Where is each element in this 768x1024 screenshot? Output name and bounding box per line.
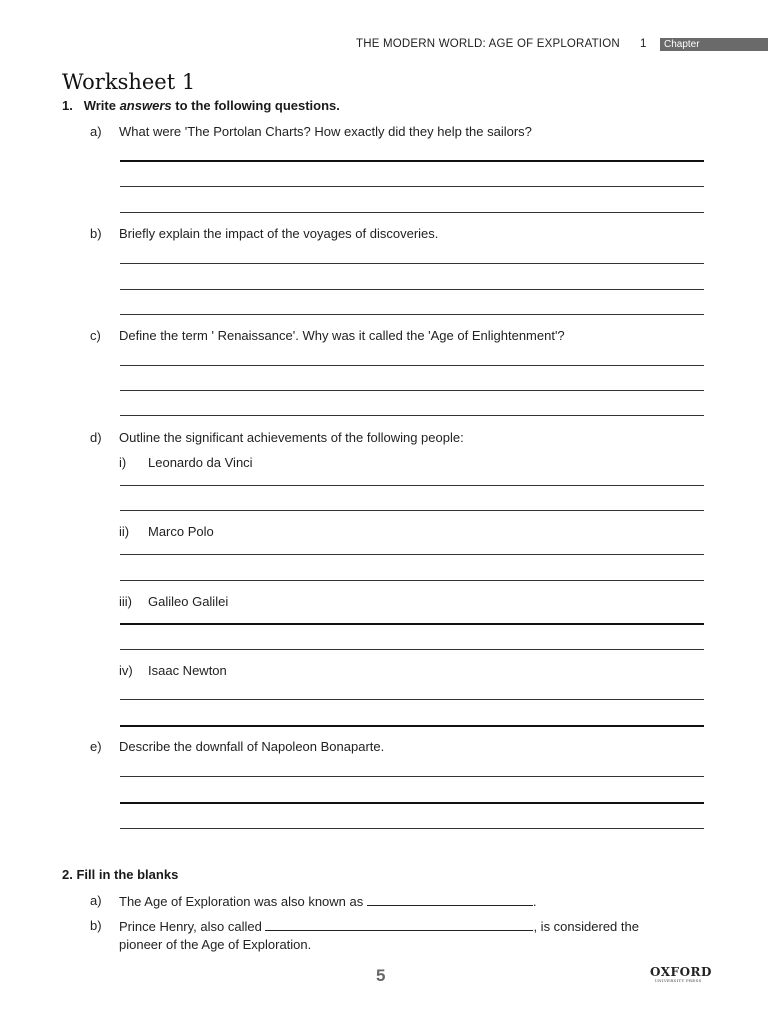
blank-a-end: .: [532, 894, 537, 909]
answer-line[interactable]: [120, 263, 704, 264]
answer-line[interactable]: [120, 623, 704, 625]
blank-b-label: b): [90, 918, 102, 933]
person-i-label: i): [119, 455, 127, 470]
question-c-label: c): [90, 328, 101, 343]
answer-line[interactable]: [120, 580, 704, 581]
answer-line[interactable]: [120, 314, 704, 315]
answer-line[interactable]: [120, 828, 704, 829]
chapter-number: 1: [640, 38, 647, 50]
worksheet-title: Worksheet 1: [62, 70, 196, 94]
blank-a-text: The Age of Exploration was also known as: [119, 894, 364, 909]
logo-main-text: OXFORD: [650, 965, 712, 979]
section-1-heading-emphasis: answers: [119, 98, 172, 113]
blank-b-end: , is considered the: [533, 919, 639, 934]
question-d-text: Outline the significant achievements of the following people:: [119, 430, 464, 445]
fill-blank-a[interactable]: [367, 893, 533, 906]
answer-line[interactable]: [120, 510, 704, 511]
person-iv-name: Isaac Newton: [148, 663, 227, 678]
question-d-label: d): [90, 430, 102, 445]
answer-line[interactable]: [120, 776, 704, 777]
question-b-text: Briefly explain the impact of the voyages of discoveries.: [119, 226, 439, 241]
person-iii-name: Galileo Galilei: [148, 594, 229, 609]
answer-line[interactable]: [120, 160, 704, 162]
section-1-heading: [62, 98, 340, 113]
page-number: 5: [376, 966, 386, 985]
blank-b-text: Prince Henry, also called: [119, 919, 262, 934]
blank-b-continuation: pioneer of the Age of Exploration.: [119, 937, 312, 952]
person-iv-label: iv): [119, 663, 133, 678]
answer-line[interactable]: [120, 415, 704, 416]
blank-a-label: a): [90, 893, 102, 908]
answer-line[interactable]: [120, 699, 704, 700]
answer-line[interactable]: [120, 649, 704, 650]
question-b-label: b): [90, 226, 102, 241]
person-ii-name: Marco Polo: [148, 524, 214, 539]
running-header-title: THE MODERN WORLD: AGE OF EXPLORATION: [356, 38, 620, 50]
section-2-heading: 2. Fill in the blanks: [62, 867, 179, 882]
fill-blank-b[interactable]: [265, 918, 533, 931]
answer-line[interactable]: [120, 390, 704, 391]
chapter-tab: Chapter: [660, 38, 768, 51]
person-i-name: Leonardo da Vinci: [148, 455, 253, 470]
question-c-text: Define the term ' Renaissance'. Why was it called the 'Age of Enlightenment'?: [119, 328, 565, 343]
section-1-number: 1.: [62, 98, 73, 113]
answer-line[interactable]: [120, 186, 704, 187]
question-e-label: e): [90, 739, 102, 754]
answer-line[interactable]: [120, 485, 704, 486]
person-ii-label: ii): [119, 524, 130, 539]
blank-b-sentence: [119, 918, 639, 934]
section-1-heading-part-b: to the following questions.: [171, 98, 340, 113]
answer-line[interactable]: [120, 554, 704, 555]
person-iii-label: iii): [119, 594, 132, 609]
publisher-logo: [650, 965, 712, 983]
blank-a-sentence: [119, 893, 537, 909]
question-a-text: What were 'The Portolan Charts? How exactly did they help the sailors?: [119, 124, 532, 139]
answer-line[interactable]: [120, 289, 704, 290]
logo-sub-text: UNIVERSITY PRESS: [654, 978, 702, 983]
question-e-text: Describe the downfall of Napoleon Bonaparte.: [119, 739, 385, 754]
answer-line[interactable]: [120, 212, 704, 213]
section-1-heading-part-a: Write: [83, 98, 120, 113]
answer-line[interactable]: [120, 802, 704, 804]
question-a-label: a): [90, 124, 102, 139]
answer-line[interactable]: [120, 365, 704, 366]
answer-line[interactable]: [120, 725, 704, 727]
